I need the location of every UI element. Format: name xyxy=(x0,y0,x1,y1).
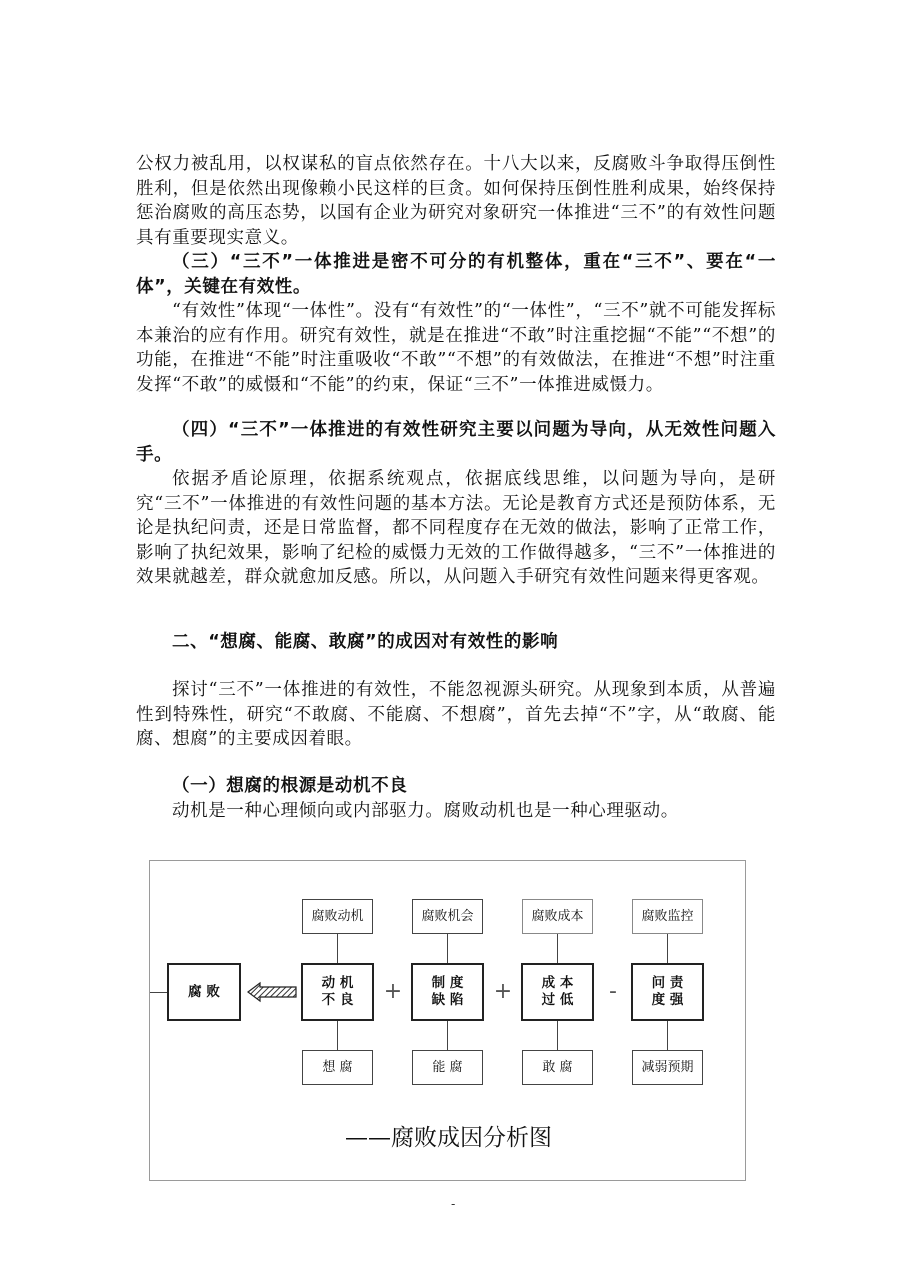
paragraph-2: “有效性”体现“一体性”。没有“有效性”的“一体性”，“三不”就不可能发挥标本兼治的应有作用。研究有效性，就是在推进“不敢”时注重挖掘“不能”“不想”的功能，在推进“不能”时注重吸收“不敢”“不想”的有效做法，在推进“不想”时注重发挥“不敢”的威慑和“不能”的约束，保证“三不”一体推进威慑力。 xyxy=(136,301,776,395)
diagram-bottom-label: 想 腐 xyxy=(302,1050,373,1085)
connector-line xyxy=(667,934,668,963)
diagram-top-label: 腐败监控 xyxy=(632,899,703,934)
connector-line xyxy=(447,934,448,963)
diagram-result-box: 腐 败 xyxy=(167,963,241,1021)
diagram-caption: ——腐败成因分析图 xyxy=(345,1125,552,1151)
diagram-top-label: 腐败成本 xyxy=(522,899,593,934)
diagram-main-box: 动 机 不 良 xyxy=(301,963,374,1021)
diagram-main-box: 制 度 缺 陷 xyxy=(411,963,484,1021)
connector-line xyxy=(557,1021,558,1050)
paragraph-4: 探讨“三不”一体推进的有效性，不能忽视源头研究。从现象到本质，从普遍性到特殊性，研究“不敢腐、不能腐、不想腐”，首先去掉“不”字，从“敢腐、能腐、想腐”的主要成因着眼。 xyxy=(136,680,776,749)
section-2-heading: 二、“想腐、能腐、敢腐”的成因对有效性的影响 xyxy=(172,632,559,652)
plus-operator: + xyxy=(383,979,403,1004)
corruption-cause-diagram xyxy=(149,860,746,1181)
connector-line xyxy=(337,934,338,963)
diagram-top-label: 腐败机会 xyxy=(412,899,483,934)
connector-line xyxy=(150,992,167,993)
connector-line xyxy=(667,1021,668,1050)
heading-4: （四）“三不”一体推进的有效性研究主要以问题为导向，从无效性问题入手。 xyxy=(136,420,776,465)
paragraph-1: 公权力被乱用，以权谋私的盲点依然存在。十八大以来，反腐败斗争取得压倒性胜利，但是依然出现像赖小民这样的巨贪。如何保持压倒性胜利成果，始终保持惩治腐败的高压态势，以国有企业为研究对象研究一体推进“三不”的有效性问题具有重要现实意义。 xyxy=(136,154,776,248)
diagram-bottom-label: 敢 腐 xyxy=(522,1050,593,1085)
connector-line xyxy=(447,1021,448,1050)
diagram-main-box: 问 责 度 强 xyxy=(631,963,704,1021)
plus-operator: + xyxy=(493,979,513,1004)
subheading-1: （一）想腐的根源是动机不良 xyxy=(172,776,408,796)
diagram-main-box: 成 本 过 低 xyxy=(521,963,594,1021)
paragraph-5: 动机是一种心理倾向或内部驱力。腐败动机也是一种心理驱动。 xyxy=(172,801,679,821)
diagram-top-label: 腐败动机 xyxy=(302,899,373,934)
connector-line xyxy=(337,1021,338,1050)
hatched-arrow-icon xyxy=(246,981,298,1003)
heading-3: （三）“三不”一体推进是密不可分的有机整体，重在“三不”、要在“一体”，关键在有效性。 xyxy=(136,252,776,297)
page-footer-mark: - xyxy=(451,1197,456,1211)
paragraph-3: 依据矛盾论原理，依据系统观点，依据底线思维，以问题为导向，是研究“三不”一体推进的有效性问题的基本方法。无论是教育方式还是预防体系，无论是执纪问责，还是日常监督，都不同程度存在无效的做法，影响了正常工作，影响了执纪效果，影响了纪检的威慑力无效的工作做得越多，“三不”一体推进的效果就越差，群众就愈加反感。所以，从问题入手研究有效性问题来得更客观。 xyxy=(136,469,776,587)
diagram-bottom-label: 减弱预期 xyxy=(632,1050,703,1085)
diagram-bottom-label: 能 腐 xyxy=(412,1050,483,1085)
connector-line xyxy=(557,934,558,963)
minus-operator: - xyxy=(609,979,617,1004)
